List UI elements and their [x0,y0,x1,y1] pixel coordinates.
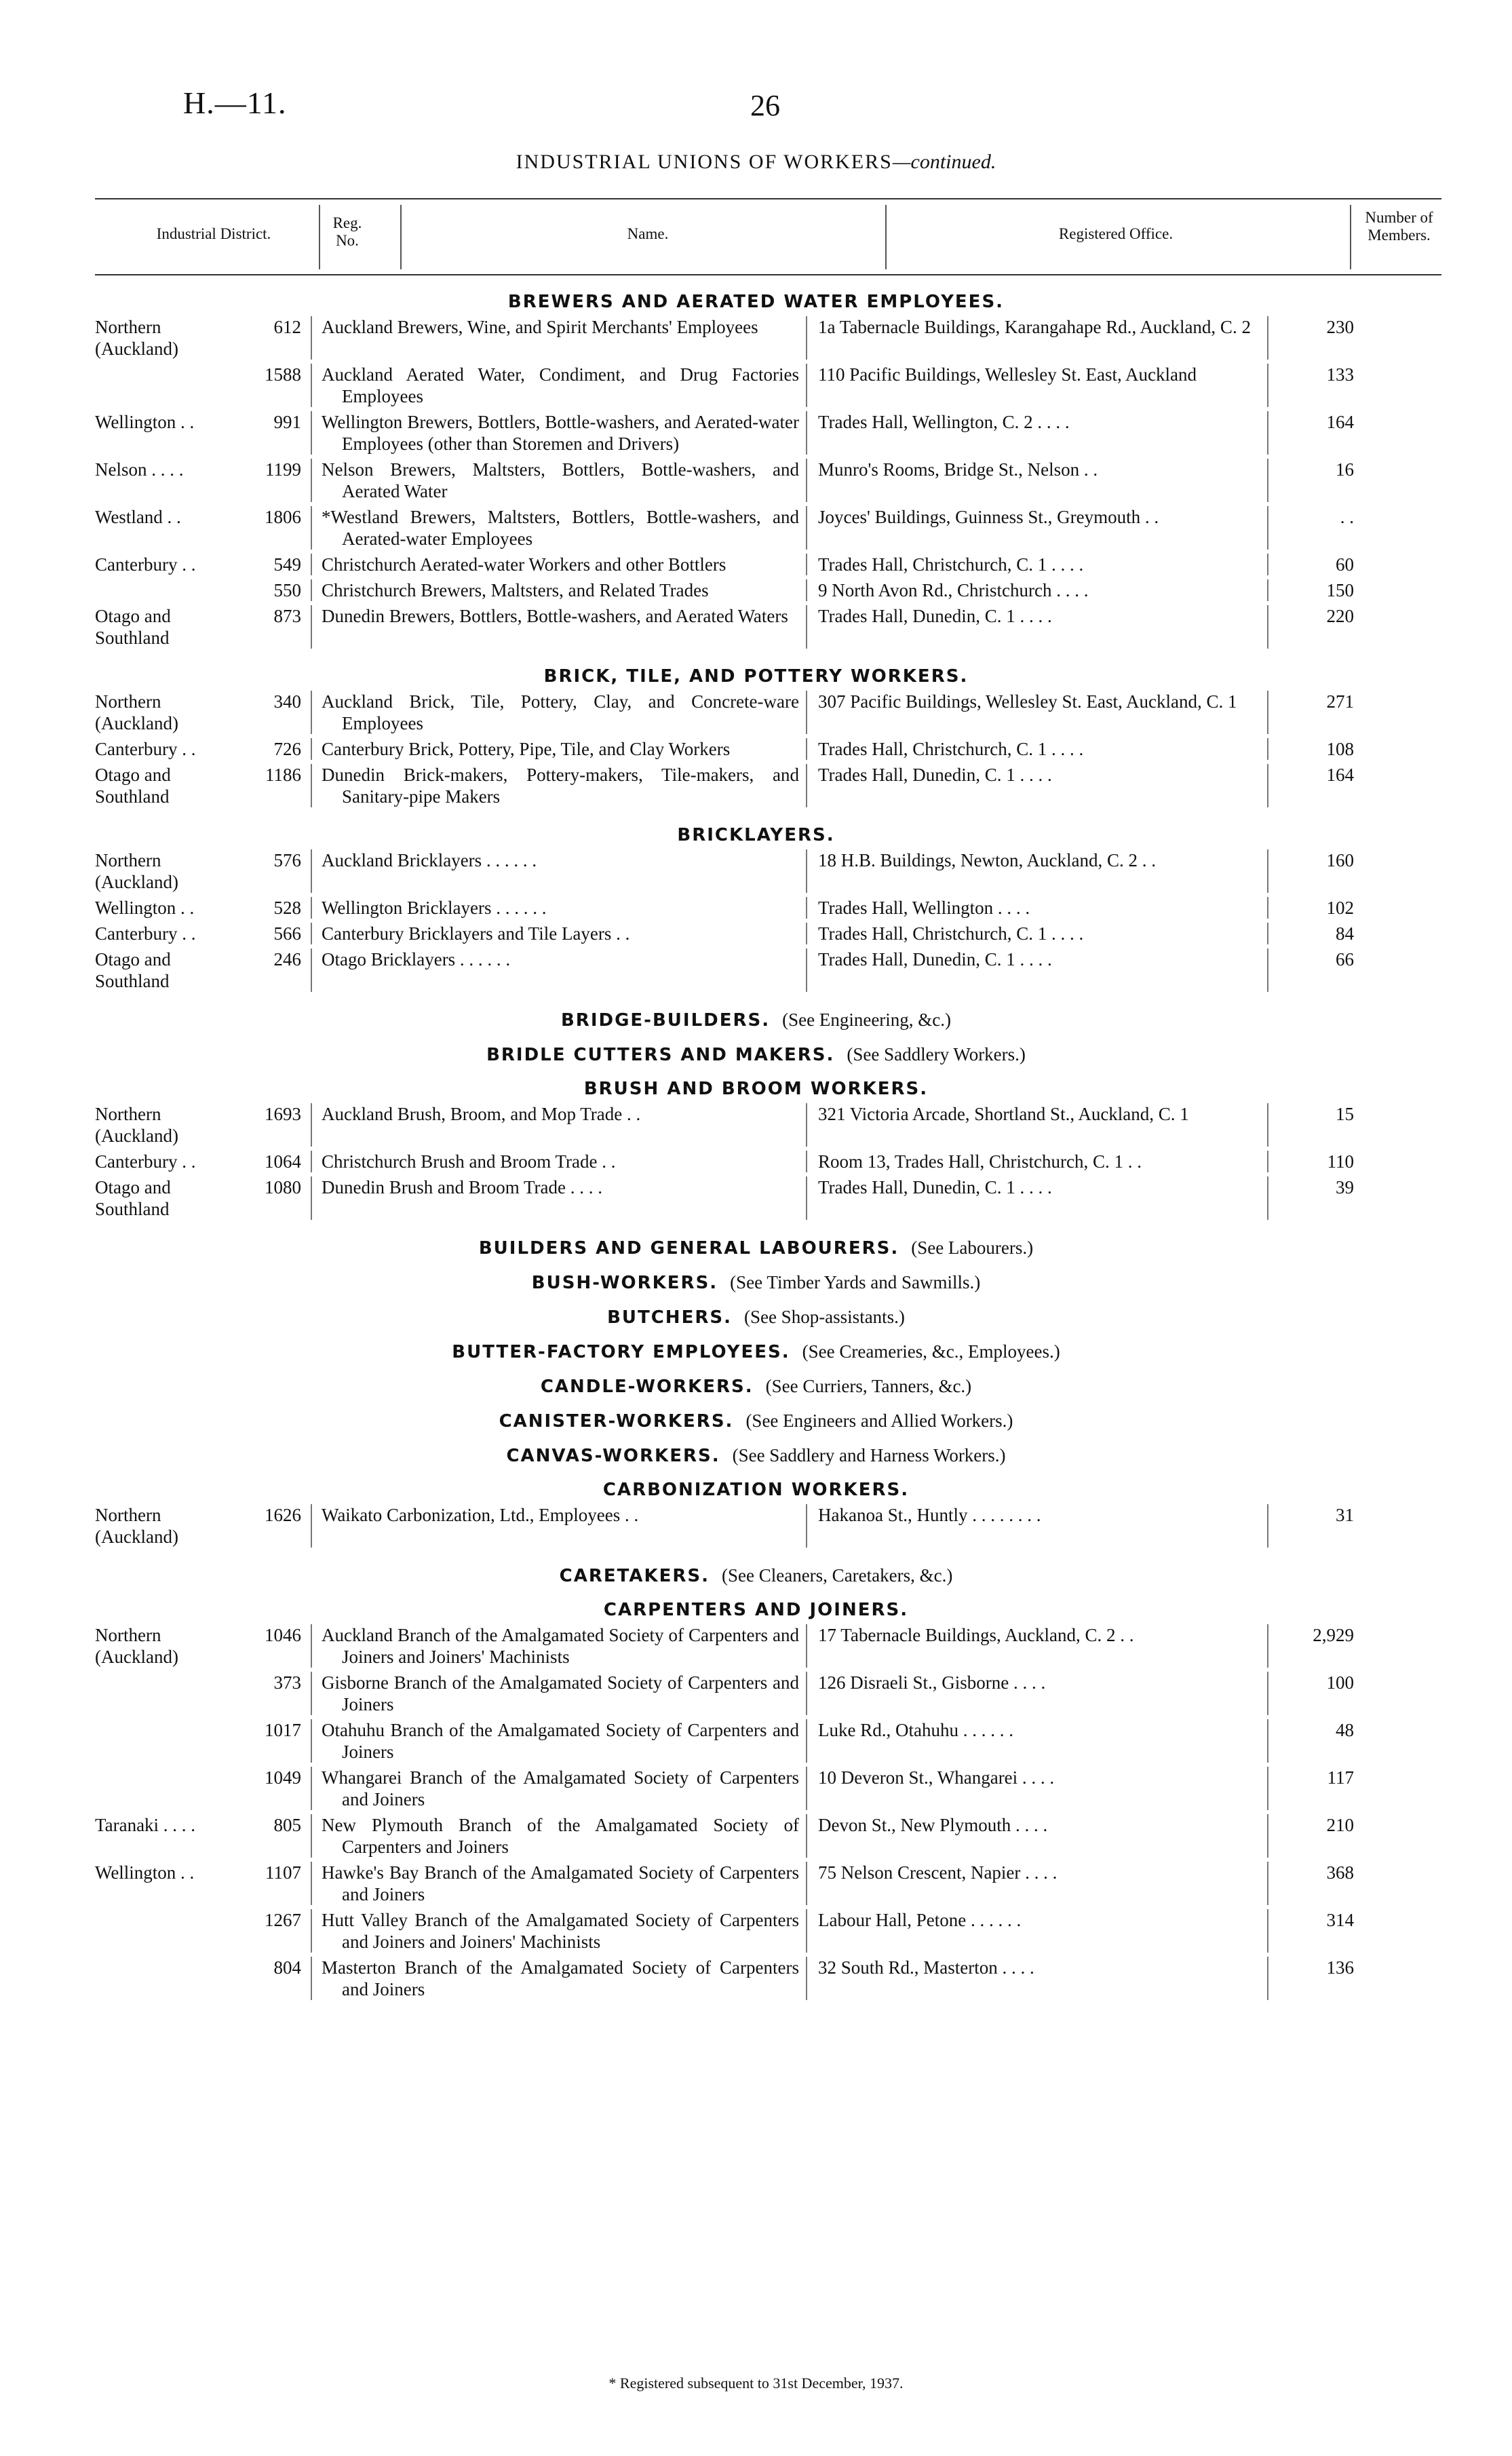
table-row [0,897,1512,919]
registered-office-cell-text: Luke Rd., Otahuhu . . . . . . [818,1720,1013,1740]
registered-office-cell [807,1909,1268,1953]
union-name-cell-text: Christchurch Brewers, Maltsters, and Related Trades [322,580,709,600]
member-count-cell: 150 [1326,580,1354,600]
registered-office-cell-text: 10 Deveron St., Whangarei . . . . [818,1767,1055,1788]
section-heading [0,1341,1512,1362]
union-name-cell-text: Auckland Brick, Tile, Pottery, Clay, and Concrete-ware Employees [322,691,799,733]
union-name-cell [312,923,807,944]
union-name-cell [312,849,807,893]
registered-office-cell-text: Hakanoa St., Huntly . . . . . . . . [818,1505,1041,1525]
registered-office-cell-text: Labour Hall, Petone . . . . . . [818,1910,1022,1930]
union-name-cell [312,948,807,992]
table-column-headers [95,198,1441,275]
industrial-district-cell [0,1672,224,1715]
registered-office-cell [807,897,1268,919]
registered-office-cell-text: 18 H.B. Buildings, Newton, Auckland, C. 2 . . [818,850,1156,870]
table-row [0,364,1512,407]
union-name-cell [312,1672,807,1715]
table-row [0,411,1512,455]
section-heading [0,1079,1512,1099]
registered-office-cell [807,1672,1268,1715]
table-row [0,1176,1512,1220]
union-name-cell-text: Hawke's Bay Branch of the Amalgamated Society of Carpenters and Joiners [322,1862,799,1904]
registration-number-cell: 726 [224,738,312,760]
member-count-cell: 133 [1326,364,1354,385]
row-spacer [0,2000,1512,2004]
union-name-cell-text: Otago Bricklayers . . . . . . [322,949,511,970]
registered-office-cell [807,411,1268,455]
union-name-cell-text: Auckland Aerated Water, Condiment, and Drug Factories Employees [322,364,799,406]
registration-number-cell: 1080 [224,1176,312,1220]
industrial-district-cell: Northern (Auckland) [95,1625,178,1667]
union-name-cell-text: Auckland Branch of the Amalgamated Society of Carpenters and Joiners and Joiners' Machinists [322,1625,799,1667]
union-name-cell [312,554,807,575]
registered-office-cell [807,1862,1268,1905]
union-name-cell-text: Auckland Bricklayers . . . . . . [322,850,537,870]
section-title: CANISTER-WORKERS. [499,1411,734,1432]
registered-office-cell [807,1957,1268,2000]
union-name-cell [312,1862,807,1905]
union-name-cell [312,1814,807,1858]
registered-office-cell [807,1624,1268,1668]
registration-number-cell: 550 [224,579,312,601]
section-title: CARETAKERS. [559,1566,710,1586]
section-cross-reference: (See Engineers and Allied Workers.) [745,1411,1013,1431]
table-row [0,605,1512,649]
union-name-cell-text: Masterton Branch of the Amalgamated Society of Carpenters and Joiners [322,1957,799,1999]
union-name-cell [312,1624,807,1668]
section-heading [0,825,1512,845]
registration-number-cell: 1199 [224,459,312,502]
union-name-cell [312,605,807,649]
registered-office-cell-text: Munro's Rooms, Bridge St., Nelson . . [818,459,1098,480]
industrial-district-cell: Northern (Auckland) [95,850,178,892]
table-row [0,1624,1512,1668]
union-name-cell [312,897,807,919]
industrial-district-cell [0,1957,224,2000]
member-count-cell: 31 [1336,1505,1354,1525]
member-count-cell: 136 [1326,1957,1354,1978]
registered-office-cell [807,948,1268,992]
column-header-members: Number of Members. [1365,209,1433,244]
registered-office-cell [807,506,1268,550]
member-count-cell: 102 [1326,898,1354,918]
registered-office-cell [807,1814,1268,1858]
page-number: 26 [750,89,780,122]
section-heading [0,1480,1512,1500]
union-name-cell [312,1957,807,2000]
page-title [0,151,1512,174]
registered-office-cell-text: 307 Pacific Buildings, Wellesley St. East, Auckland, C. 1 [818,691,1237,712]
registration-number-cell: 1049 [224,1767,312,1810]
table-row [0,554,1512,575]
registered-office-cell-text: Trades Hall, Christchurch, C. 1 . . . . [818,923,1084,944]
industrial-district-cell: Northern (Auckland) [95,691,178,733]
registered-office-cell-text: 1a Tabernacle Buildings, Karangahape Rd., Auckland, C. 2 [818,317,1251,337]
registration-number-cell: 804 [224,1957,312,2000]
union-name-cell-text: Christchurch Aerated-water Workers and other Bottlers [322,554,726,575]
union-name-cell-text: *Westland Brewers, Maltsters, Bottlers, Bottle-washers, and Aerated-water Employees [322,507,799,549]
union-name-cell [312,691,807,734]
registered-office-cell [807,738,1268,760]
section-heading [0,1307,1512,1328]
registered-office-cell [807,1719,1268,1763]
registered-office-cell [807,459,1268,502]
industrial-district-cell [0,1909,224,1953]
section-heading [0,1272,1512,1293]
registration-number-cell: 1017 [224,1719,312,1763]
union-name-cell-text: Canterbury Bricklayers and Tile Layers . . [322,923,630,944]
member-count-cell: 84 [1336,923,1354,944]
union-name-cell [312,1176,807,1220]
registration-number-cell: 576 [224,849,312,893]
row-spacer [0,807,1512,811]
industrial-district-cell: Westland . . [95,507,181,527]
section-title: BRICKLAYERS. [677,825,835,845]
industrial-district-cell: Otago and Southland [95,765,171,807]
registered-office-cell-text: Trades Hall, Dunedin, C. 1 . . . . [818,606,1052,626]
section-heading [0,292,1512,312]
registration-number-cell: 549 [224,554,312,575]
industrial-district-cell: Taranaki . . . . [95,1815,196,1835]
table-row [0,1767,1512,1810]
union-name-cell-text: Nelson Brewers, Maltsters, Bottlers, Bottle-washers, and Aerated Water [322,459,799,501]
table-row [0,1814,1512,1858]
section-title: CARPENTERS AND JOINERS. [603,1600,909,1620]
registration-number-cell: 1693 [224,1103,312,1147]
registered-office-cell-text: 9 North Avon Rd., Christchurch . . . . [818,580,1089,600]
table-row [0,1719,1512,1763]
registration-number-cell: 1186 [224,764,312,807]
industrial-district-cell [0,1767,224,1810]
section-heading [0,1010,1512,1031]
row-spacer [0,1220,1512,1224]
registered-office-cell [807,764,1268,807]
industrial-district-cell [0,1719,224,1763]
member-count-cell: 314 [1326,1910,1354,1930]
industrial-district-cell: Otago and Southland [95,606,171,648]
industrial-district-cell: Wellington . . [95,412,195,432]
section-title: CANVAS-WORKERS. [506,1446,720,1466]
section-cross-reference: (See Shop-assistants.) [743,1307,905,1327]
section-title: BREWERS AND AERATED WATER EMPLOYEES. [507,292,1005,312]
union-name-cell-text: Whangarei Branch of the Amalgamated Society of Carpenters and Joiners [322,1767,799,1809]
table-row [0,1672,1512,1715]
registration-number-cell: 373 [224,1672,312,1715]
registered-office-cell-text: 75 Nelson Crescent, Napier . . . . [818,1862,1058,1883]
registered-office-cell-text: Trades Hall, Dunedin, C. 1 . . . . [818,949,1052,970]
union-name-cell-text: Canterbury Brick, Pottery, Pipe, Tile, and Clay Workers [322,739,731,759]
registered-office-cell-text: Devon St., New Plymouth . . . . [818,1815,1048,1835]
section-cross-reference: (See Labourers.) [911,1237,1034,1258]
table-row [0,1151,1512,1172]
row-spacer [0,1548,1512,1552]
member-count-cell: 2,929 [1313,1625,1354,1645]
section-title: BUTCHERS. [607,1307,732,1328]
industrial-district-cell: Northern (Auckland) [95,1104,178,1146]
registered-office-cell [807,1103,1268,1147]
union-name-cell-text: Wellington Bricklayers . . . . . . [322,898,547,918]
table-row [0,691,1512,734]
member-count-cell: 117 [1327,1767,1354,1788]
section-cross-reference: (See Saddlery Workers.) [847,1044,1026,1064]
registration-number-cell: 246 [224,948,312,992]
section-heading [0,1411,1512,1432]
industrial-district-cell [0,364,224,407]
page-title-main: INDUSTRIAL UNIONS OF WORKERS [516,151,893,173]
member-count-cell: 16 [1336,459,1354,480]
member-count-cell: . . [1340,507,1354,527]
registered-office-cell [807,579,1268,601]
table-row [0,849,1512,893]
section-heading [0,1565,1512,1586]
table-row [0,1103,1512,1147]
section-title: BUTTER-FACTORY EMPLOYEES. [452,1342,790,1362]
member-count-cell: 271 [1326,691,1354,712]
registered-office-cell [807,923,1268,944]
registered-office-cell-text: Trades Hall, Wellington . . . . [818,898,1030,918]
registered-office-cell [807,1504,1268,1548]
table-row [0,459,1512,502]
union-name-cell-text: Gisborne Branch of the Amalgamated Society of Carpenters and Joiners [322,1672,799,1714]
table-row [0,764,1512,807]
industrial-district-cell: Canterbury . . [95,554,196,575]
table-row [0,948,1512,992]
member-count-cell: 210 [1326,1815,1354,1835]
registered-office-cell-text: Room 13, Trades Hall, Christchurch, C. 1 . . [818,1151,1142,1172]
registered-office-cell-text: Trades Hall, Christchurch, C. 1 . . . . [818,739,1084,759]
union-name-cell-text: New Plymouth Branch of the Amalgamated Society of Carpenters and Joiners [322,1815,799,1857]
union-name-cell [312,459,807,502]
member-count-cell: 100 [1326,1672,1354,1693]
industrial-district-cell: Nelson . . . . [95,459,184,480]
section-title: BUSH-WORKERS. [531,1273,718,1293]
member-count-cell: 220 [1326,606,1354,626]
section-title: BRICK, TILE, AND POTTERY WORKERS. [543,666,969,687]
registered-office-cell [807,316,1268,360]
registration-number-cell: 1107 [224,1862,312,1905]
union-name-cell [312,411,807,455]
industrial-district-cell: Otago and Southland [95,1177,171,1219]
union-name-cell-text: Dunedin Brush and Broom Trade . . . . [322,1177,602,1197]
registration-number-cell: 1064 [224,1151,312,1172]
registered-office-cell [807,364,1268,407]
section-title: BRIDLE CUTTERS AND MAKERS. [486,1045,835,1065]
registered-office-cell-text: 17 Tabernacle Buildings, Auckland, C. 2 . . [818,1625,1134,1645]
industrial-district-cell: Wellington . . [95,898,195,918]
industrial-district-cell [0,579,224,601]
member-count-cell: 164 [1326,765,1354,785]
registered-office-cell [807,1767,1268,1810]
column-header-office: Registered Office. [1058,225,1174,242]
union-name-cell [312,1103,807,1147]
section-cross-reference: (See Curriers, Tanners, &c.) [765,1376,972,1396]
industrial-district-cell: Canterbury . . [95,923,196,944]
union-name-cell-text: Auckland Brewers, Wine, and Spirit Merchants' Employees [322,317,758,337]
union-name-cell-text: Wellington Brewers, Bottlers, Bottle-washers, and Aerated-water Employees (other than Storemen and Drivers) [322,412,799,454]
member-count-cell: 160 [1326,850,1354,870]
report-code: H.—11. [183,85,287,120]
union-name-cell-text: Dunedin Brewers, Bottlers, Bottle-washers, and Aerated Waters [322,606,788,626]
section-heading [0,1376,1512,1397]
column-header-reg: Reg. No. [332,214,362,249]
section-heading [0,666,1512,687]
section-heading [0,1445,1512,1466]
table-row [0,506,1512,550]
registration-number-cell: 1806 [224,506,312,550]
union-name-cell-text: Auckland Brush, Broom, and Mop Trade . . [322,1104,641,1124]
union-name-cell [312,1719,807,1763]
union-name-cell [312,1504,807,1548]
registered-office-cell-text: Trades Hall, Wellington, C. 2 . . . . [818,412,1070,432]
member-count-cell: 108 [1326,739,1354,759]
table-row [0,316,1512,360]
industrial-district-cell: Wellington . . [95,1862,195,1883]
registration-number-cell: 991 [224,411,312,455]
registration-number-cell: 1046 [224,1624,312,1668]
table-row [0,738,1512,760]
industrial-district-cell: Northern (Auckland) [95,1505,178,1547]
member-count-cell: 60 [1336,554,1354,575]
union-table-body [0,278,1512,2004]
section-title: BRIDGE-BUILDERS. [560,1010,771,1031]
member-count-cell: 110 [1327,1151,1354,1172]
registration-number-cell: 340 [224,691,312,734]
section-cross-reference: (See Creameries, &c., Employees.) [802,1341,1060,1362]
member-count-cell: 368 [1326,1862,1354,1883]
registration-number-cell: 566 [224,923,312,944]
registered-office-cell [807,1151,1268,1172]
section-cross-reference: (See Timber Yards and Sawmills.) [730,1272,981,1292]
registered-office-cell-text: Trades Hall, Dunedin, C. 1 . . . . [818,1177,1052,1197]
section-heading [0,1237,1512,1259]
registered-office-cell [807,554,1268,575]
registered-office-cell [807,1176,1268,1220]
union-name-cell [312,1767,807,1810]
member-count-cell: 39 [1336,1177,1354,1197]
registered-office-cell [807,849,1268,893]
column-divider [1350,205,1351,269]
registered-office-cell-text: Trades Hall, Christchurch, C. 1 . . . . [818,554,1084,575]
registration-number-cell: 612 [224,316,312,360]
section-title: CARBONIZATION WORKERS. [602,1480,910,1500]
union-name-cell [312,316,807,360]
registered-office-cell-text: 32 South Rd., Masterton . . . . [818,1957,1034,1978]
table-row [0,923,1512,944]
union-name-cell-text: Waikato Carbonization, Ltd., Employees . . [322,1505,639,1525]
union-name-cell [312,1909,807,1953]
registration-number-cell: 528 [224,897,312,919]
industrial-district-cell: Canterbury . . [95,739,196,759]
union-name-cell [312,738,807,760]
union-name-cell [312,506,807,550]
registration-number-cell: 1267 [224,1909,312,1953]
member-count-cell: 164 [1326,412,1354,432]
page-title-continued: —continued. [892,151,996,173]
registered-office-cell-text: 126 Disraeli St., Gisborne . . . . [818,1672,1046,1693]
section-cross-reference: (See Cleaners, Caretakers, &c.) [722,1565,953,1586]
section-title: BUILDERS AND GENERAL LABOURERS. [478,1238,899,1259]
table-row [0,1862,1512,1905]
column-header-name: Name. [627,225,669,242]
union-name-cell-text: Dunedin Brick-makers, Pottery-makers, Tile-makers, and Sanitary-pipe Makers [322,765,799,807]
table-row [0,579,1512,601]
union-name-cell [312,764,807,807]
registered-office-cell-text: 321 Victoria Arcade, Shortland St., Auckland, C. 1 [818,1104,1189,1124]
column-header-district: Industrial District. [156,225,271,242]
table-row [0,1909,1512,1953]
section-title: CANDLE-WORKERS. [540,1377,754,1397]
registration-number-cell: 1588 [224,364,312,407]
registration-number-cell: 805 [224,1814,312,1858]
member-count-cell: 66 [1336,949,1354,970]
section-cross-reference: (See Engineering, &c.) [782,1010,952,1030]
table-row [0,1504,1512,1548]
union-name-cell [312,579,807,601]
industrial-district-cell: Otago and Southland [95,949,171,991]
row-spacer [0,992,1512,996]
member-count-cell: 230 [1326,317,1354,337]
industrial-district-cell: Canterbury . . [95,1151,196,1172]
table-row [0,1957,1512,2000]
industrial-district-cell: Northern (Auckland) [95,317,178,359]
registered-office-cell-text: 110 Pacific Buildings, Wellesley St. East, Auckland [818,364,1197,385]
union-name-cell-text: Christchurch Brush and Broom Trade . . [322,1151,616,1172]
section-cross-reference: (See Saddlery and Harness Workers.) [732,1445,1006,1465]
registered-office-cell-text: Joyces' Buildings, Guinness St., Greymouth . . [818,507,1159,527]
row-spacer [0,649,1512,653]
union-name-cell [312,1151,807,1172]
registration-number-cell: 1626 [224,1504,312,1548]
footnote: * Registered subsequent to 31st December, 1937. [608,2375,904,2392]
section-title: BRUSH AND BROOM WORKERS. [583,1079,929,1099]
union-name-cell-text: Hutt Valley Branch of the Amalgamated Society of Carpenters and Joiners and Joiners' Machinists [322,1910,799,1952]
member-count-cell: 15 [1336,1104,1354,1124]
section-heading [0,1044,1512,1065]
registered-office-cell [807,691,1268,734]
registered-office-cell [807,605,1268,649]
registration-number-cell: 873 [224,605,312,649]
member-count-cell: 48 [1336,1720,1354,1740]
union-name-cell [312,364,807,407]
union-name-cell-text: Otahuhu Branch of the Amalgamated Society of Carpenters and Joiners [322,1720,799,1762]
section-heading [0,1600,1512,1620]
registered-office-cell-text: Trades Hall, Dunedin, C. 1 . . . . [818,765,1052,785]
